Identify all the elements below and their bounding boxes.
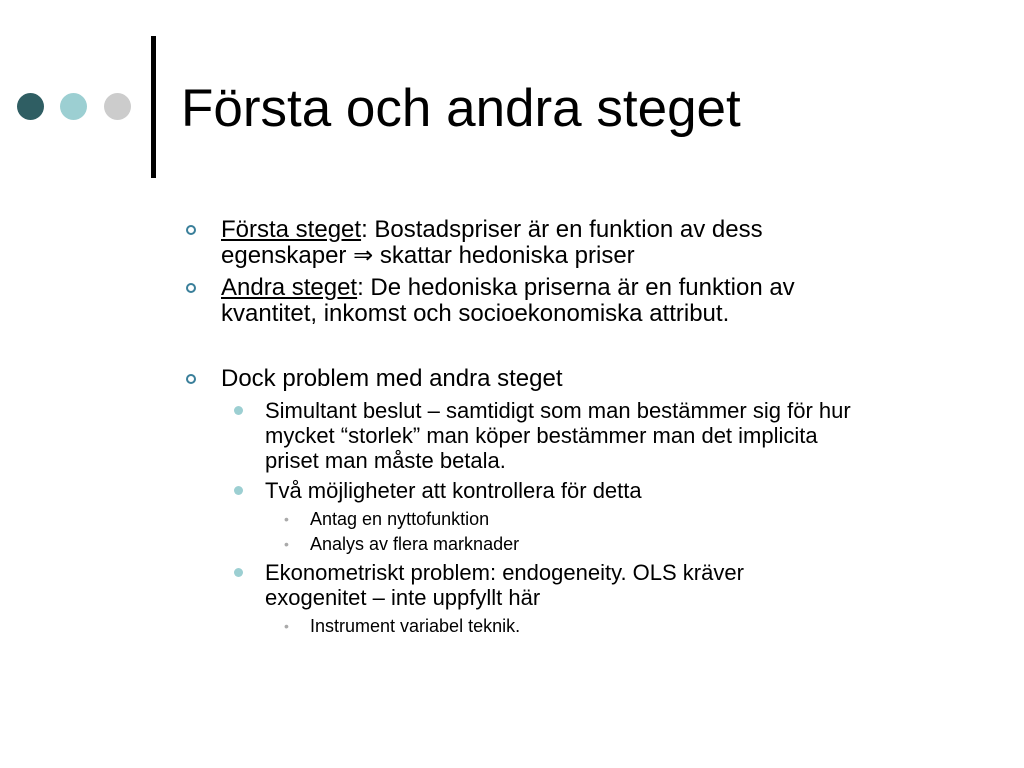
sub-bullet-text: Ekonometriskt problem: endogeneity. OLS kräver (265, 560, 744, 585)
bullet-text: : Bostadspriser är en funktion av dess (361, 216, 763, 243)
sub-bullet-text: mycket “storlek” man köper bestämmer man det implicita (265, 423, 818, 448)
sub-sub-bullet (284, 615, 910, 637)
bullet-ring-icon (186, 374, 196, 384)
bullet-text: egenskaper (221, 242, 354, 269)
sub-bullet-text: Två möjligheter att kontrollera för detta (265, 478, 642, 503)
bullet-dock-problem (221, 366, 901, 392)
sub-sub-bullet (284, 508, 910, 530)
bullet-label: Andra steget (221, 274, 358, 301)
bullet-text: : De hedoniska priserna är en funktion av (357, 274, 795, 301)
bullet-text: skattar hedoniska priser (373, 242, 635, 269)
implies-arrow-icon: ⇒ (353, 242, 374, 269)
sub-bullet-dot-icon (234, 406, 243, 415)
bullet-text: Dock problem med andra steget (221, 365, 563, 392)
sub-bullet-dot-icon (234, 568, 243, 577)
sub-sub-bullet (284, 533, 910, 555)
sub-sub-bullet-text: Instrument variabel teknik. (310, 616, 521, 636)
sub-bullet-text: Simultant beslut – samtidigt som man bestämmer sig för hur (265, 398, 851, 423)
slide-title: Första och andra steget (181, 79, 741, 138)
sub-bullet-ekonometriskt-problem (265, 560, 965, 610)
bullet-forsta-steget (221, 217, 901, 269)
bullet-ring-icon (186, 225, 196, 235)
sub-bullet-text: priset man måste betala. (265, 448, 506, 473)
bullet-andra-steget (221, 275, 901, 327)
small-bullet-icon: • (284, 536, 289, 552)
sub-bullet-tva-mojligheter (265, 478, 965, 503)
bullet-label: Första steget (221, 216, 362, 243)
sub-sub-bullet-text: Analys av flera marknader (310, 534, 520, 554)
bullet-ring-icon (186, 283, 196, 293)
sub-bullet-text: exogenitet – inte uppfyllt här (265, 585, 541, 610)
sub-sub-bullet-text: Antag en nyttofunktion (310, 509, 490, 529)
bullet-text: kvantitet, inkomst och socioekonomiska attribut. (221, 300, 730, 327)
sub-bullet-simultant-beslut (265, 398, 965, 473)
small-bullet-icon: • (284, 618, 289, 634)
small-bullet-icon: • (284, 511, 289, 527)
sub-bullet-dot-icon (234, 486, 243, 495)
